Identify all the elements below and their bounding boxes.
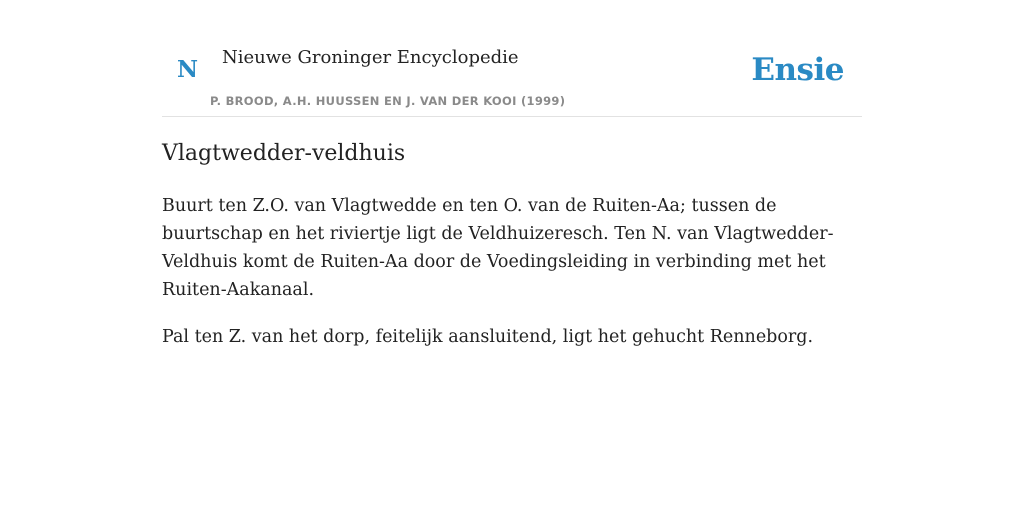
- book-letter-icon: N: [177, 56, 199, 83]
- article-title: Vlagtwedder-veldhuis: [162, 141, 406, 166]
- article: [162, 138, 862, 351]
- article-paragraph: Pal ten Z. van het dorp, feitelijk aansluitend, ligt het gehucht Renneborg.: [162, 327, 814, 347]
- book-header: [162, 0, 862, 117]
- book-authors: P. BROOD, A.H. HUUSSEN EN J. VAN DER KOOI (1999): [210, 94, 566, 108]
- ensie-logo[interactable]: Ensie: [751, 52, 844, 88]
- article-paragraph: Buurt ten Z.O. van Vlagtwedde en ten O. van de Ruiten-Aa; tussen de buurtschap en het riviertje ligt de Veldhuizeresch. Ten N. van Vlagtwedder-Veldhuis komt de Ruiten-Aa door de Voedingsleiding in verbinding met het Ruiten-Aakanaal.: [162, 196, 834, 300]
- book-title-link[interactable]: Nieuwe Groninger Encyclopedie: [222, 47, 519, 68]
